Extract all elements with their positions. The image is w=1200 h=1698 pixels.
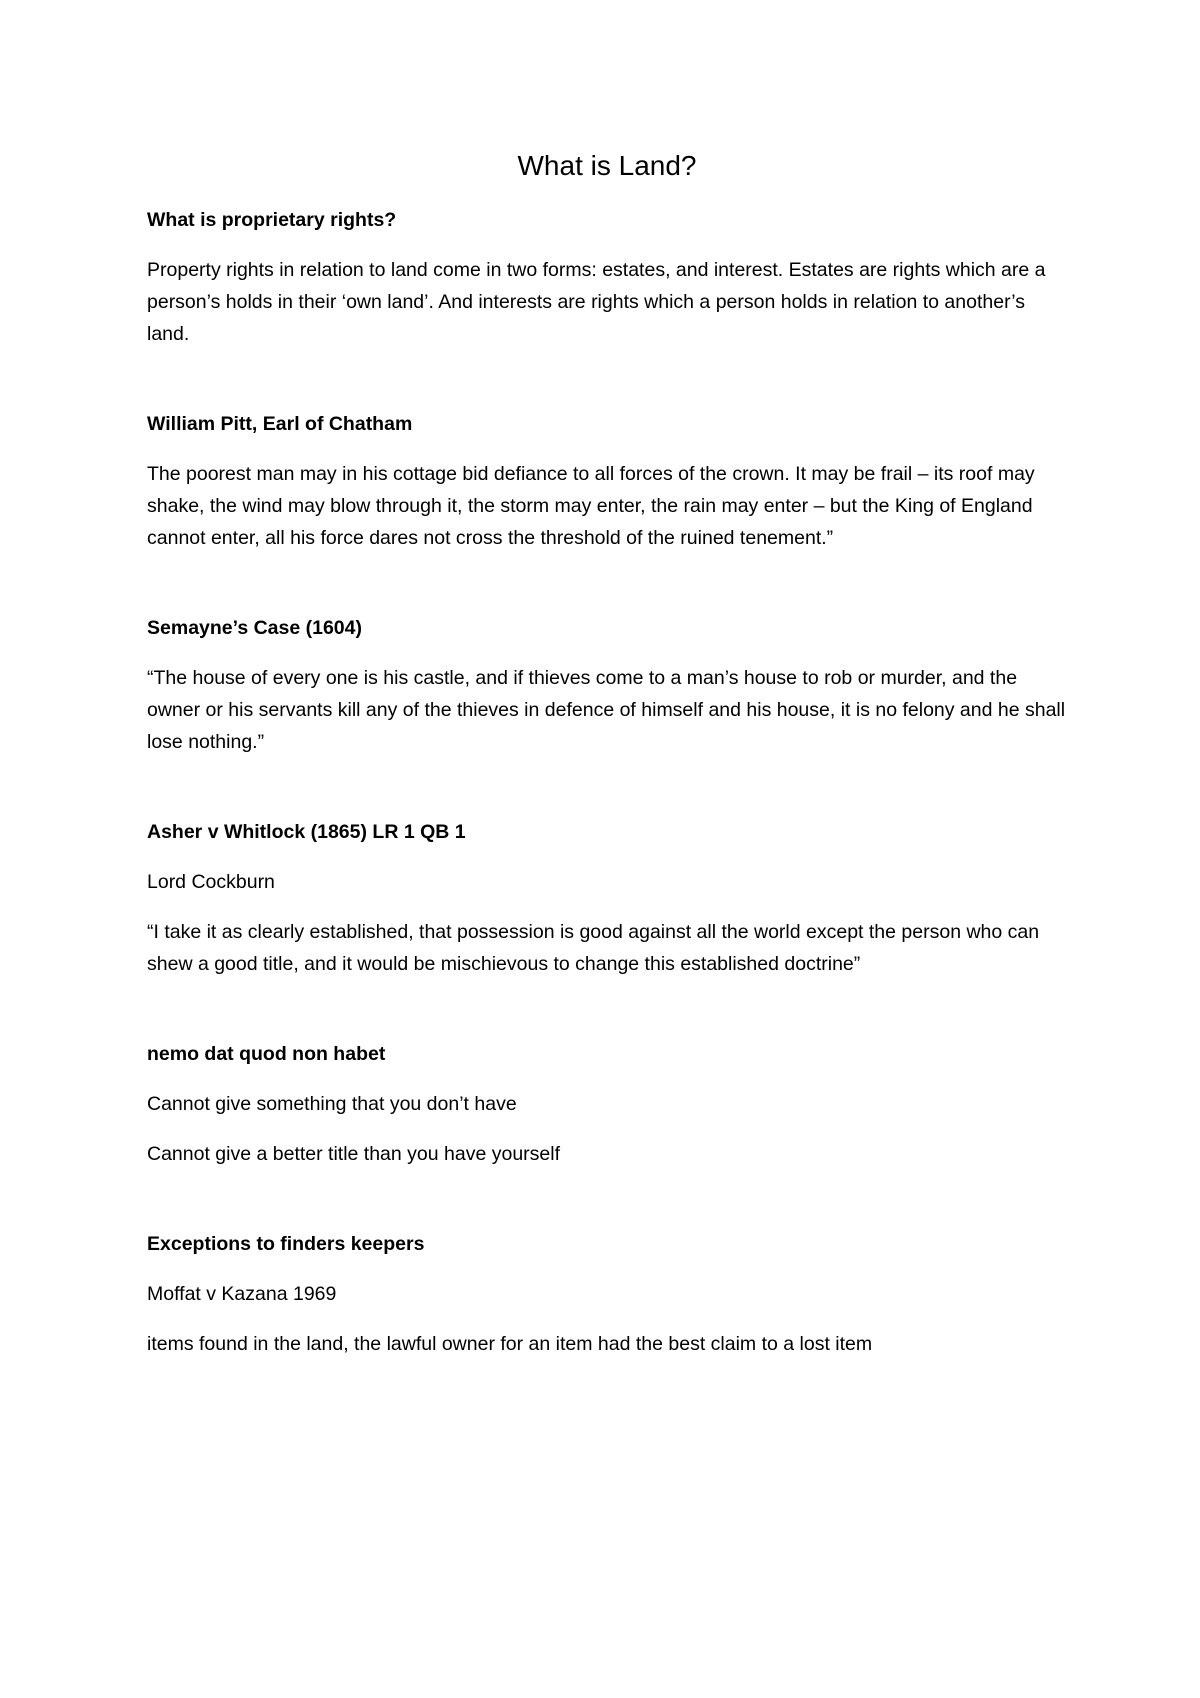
section-spacer <box>147 572 1067 614</box>
section-paragraph: “The house of every one is his castle, and if thieves come to a man’s house to rob or murder, and the owner or his servants kill any of the thieves in defence of himself and his house, it is no felony and he shall lose nothing.” <box>147 667 1066 753</box>
section-spacer <box>147 998 1067 1040</box>
section-heading: William Pitt, Earl of Chatham <box>147 413 413 435</box>
section-heading: Exceptions to finders keepers <box>147 1233 425 1255</box>
section-heading: Semayne’s Case (1604) <box>147 617 362 639</box>
section-william-pitt <box>147 410 1067 554</box>
section-asher-v-whitlock <box>147 818 1067 980</box>
section-paragraph: “I take it as clearly established, that possession is good against all the world except the person who can shew a good title, and it would be mischievous to change this established doctrine” <box>147 921 1040 975</box>
section-paragraph: Cannot give a better title than you have yourself <box>147 1143 561 1165</box>
section-heading: What is proprietary rights? <box>147 209 397 231</box>
section-spacer <box>147 776 1067 818</box>
section-proprietary-rights <box>147 206 1067 350</box>
section-paragraph: Moffat v Kazana 1969 <box>147 1283 337 1305</box>
section-spacer <box>147 1188 1067 1230</box>
section-finders-keepers <box>147 1230 1067 1360</box>
section-semaynes-case <box>147 614 1067 758</box>
section-paragraph: Lord Cockburn <box>147 871 275 893</box>
document-body <box>147 146 1067 1378</box>
section-paragraph: items found in the land, the lawful owner for an item had the best claim to a lost item <box>147 1333 873 1355</box>
section-nemo-dat <box>147 1040 1067 1170</box>
section-paragraph: The poorest man may in his cottage bid defiance to all forces of the crown. It may be frail – its roof may shake, the wind may blow through it, the storm may enter, the rain may enter – but the King of England cannot enter, all his force dares not cross the threshold of the ruined tenement.” <box>147 463 1035 549</box>
section-heading: nemo dat quod non habet <box>147 1043 386 1065</box>
section-spacer <box>147 368 1067 410</box>
section-paragraph: Property rights in relation to land come in two forms: estates, and interest. Estates are rights which are a person’s holds in their ‘own land’. And interests are rights which a person holds in relation to another’s land. <box>147 259 1046 345</box>
section-heading: Asher v Whitlock (1865) LR 1 QB 1 <box>147 821 466 843</box>
document-title: What is Land? <box>517 150 697 181</box>
section-paragraph: Cannot give something that you don’t have <box>147 1093 517 1115</box>
